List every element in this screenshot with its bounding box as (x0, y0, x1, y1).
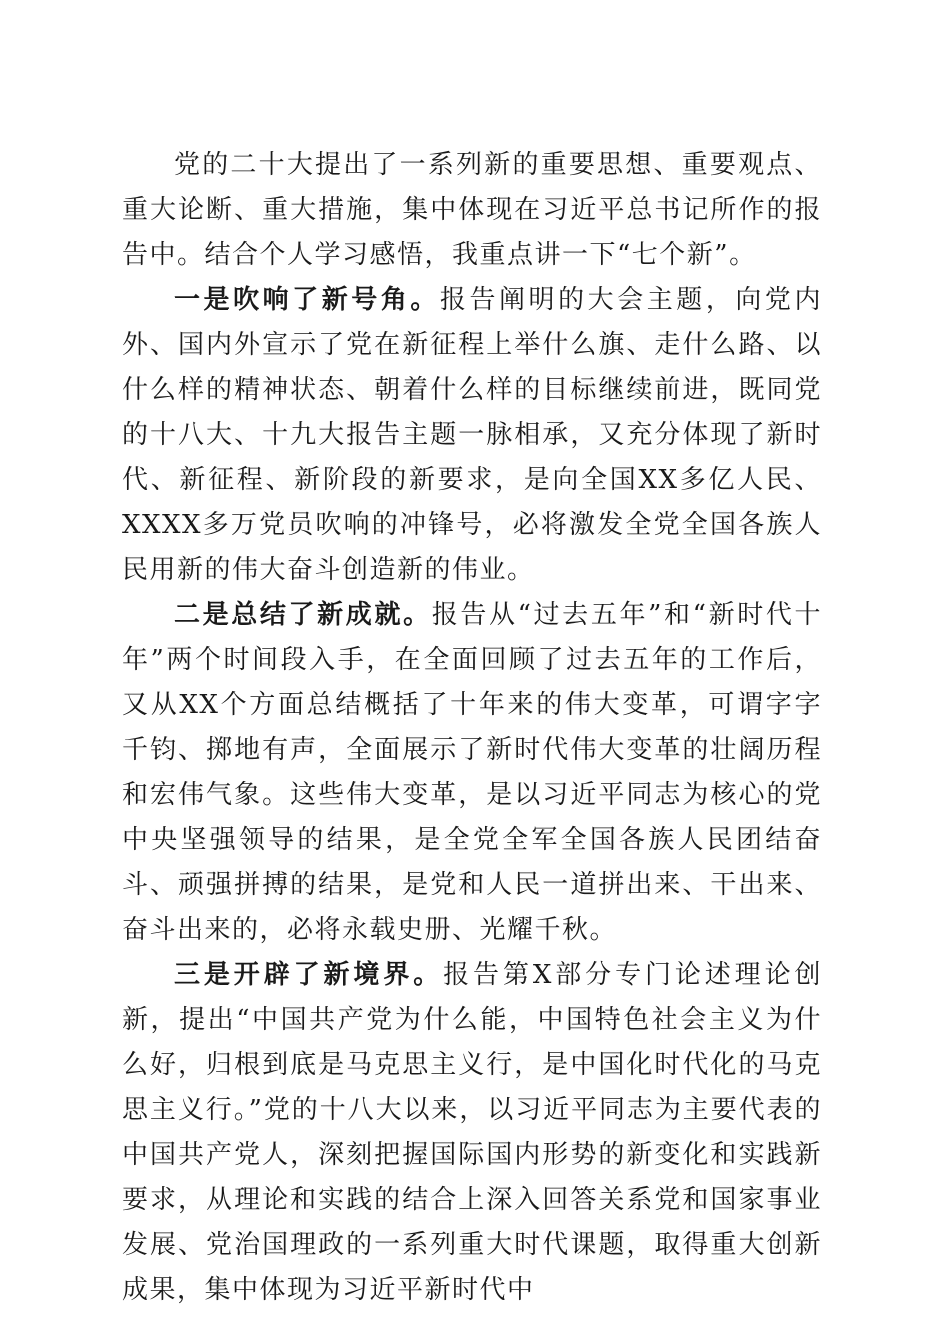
document-body (122, 143, 822, 1313)
point-three-paragraph (122, 953, 822, 1313)
intro-paragraph (122, 143, 822, 278)
paragraph-lead: 一是吹响了新号角。 (174, 285, 440, 315)
point-one-paragraph (122, 278, 822, 593)
point-two-paragraph (122, 593, 822, 953)
paragraph-lead: 三是开辟了新境界。 (174, 960, 444, 990)
paragraph-lead: 二是总结了新成就。 (174, 600, 432, 630)
paragraph-text: 报告从“过去五年”和“新时代十年”两个时间段入手，在全面回顾了过去五年的工作后，又从XX个方面总结概括了十年来的伟大变革，可谓字字千钧、掷地有声，全面展示了新时代伟大变革的壮阔历程和宏伟气象。这些伟大变革，是以习近平同志为核心的党中央坚强领导的结果，是全党全军全国各族人民团结奋斗、顽强拼搏的结果，是党和人民一道拼出来、干出来、奋斗出来的，必将永载史册、光耀千秋。 (122, 600, 822, 945)
paragraph-text: 党的二十大提出了一系列新的重要思想、重要观点、重大论断、重大措施，集中体现在习近平总书记所作的报告中。结合个人学习感悟，我重点讲一下“七个新”。 (122, 150, 822, 270)
paragraph-text: 报告阐明的大会主题，向党内外、国内外宣示了党在新征程上举什么旗、走什么路、以什么样的精神状态、朝着什么样的目标继续前进，既同党的十八大、十九大报告主题一脉相承，又充分体现了新时代、新征程、新阶段的新要求，是向全国XX多亿人民、XXXX多万党员吹响的冲锋号，必将激发全党全国各族人民用新的伟大奋斗创造新的伟业。 (122, 285, 822, 585)
paragraph-text: 报告第X部分专门论述理论创新，提出“中国共产党为什么能，中国特色社会主义为什么好，归根到底是马克思主义行，是中国化时代化的马克思主义行。”党的十八大以来，以习近平同志为主要代表的中国共产党人，深刻把握国际国内形势的新变化和实践新要求，从理论和实践的结合上深入回答关系党和国家事业发展、党治国理政的一系列重大时代课题，取得重大创新成果，集中体现为习近平新时代中 (122, 960, 822, 1305)
